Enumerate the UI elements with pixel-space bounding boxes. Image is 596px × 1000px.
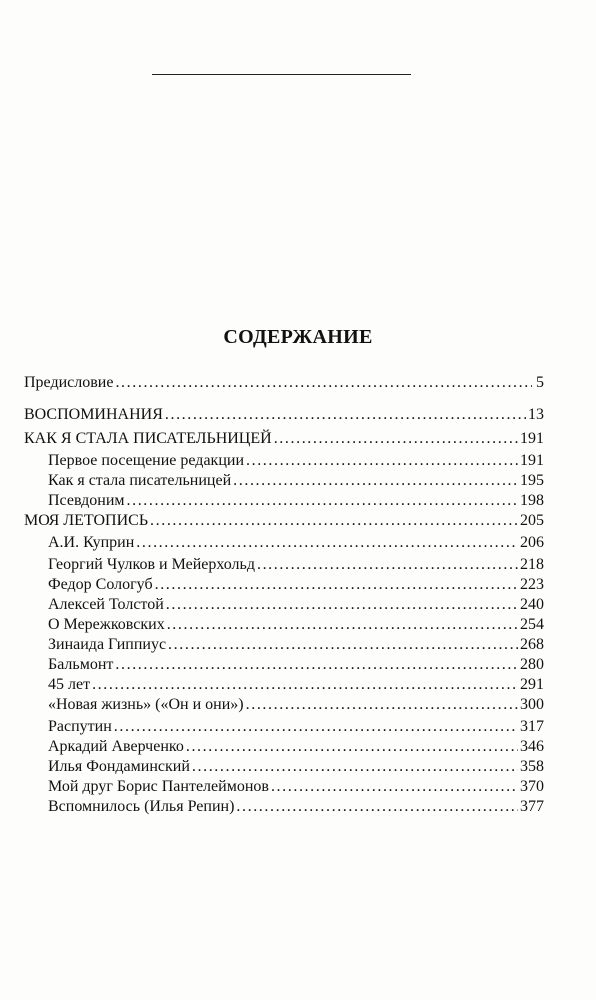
dot-leader <box>274 428 518 450</box>
toc-entry[interactable] <box>24 594 544 616</box>
dot-leader <box>257 554 518 576</box>
toc-entry[interactable] <box>24 470 544 492</box>
toc-entry-page: 223 <box>520 576 544 593</box>
toc-entry[interactable] <box>24 554 544 576</box>
page-title: СОДЕРЖАНИЕ <box>223 326 373 348</box>
dot-leader <box>271 776 518 798</box>
toc-entry[interactable] <box>24 532 544 554</box>
toc-entry-title: Зинаида Гиппиус <box>48 636 167 653</box>
toc-entry-title: Псевдоним <box>48 492 125 509</box>
toc-entry[interactable] <box>24 796 544 818</box>
toc-entry-page: 268 <box>520 636 544 653</box>
dot-leader <box>115 372 532 394</box>
dot-leader <box>246 450 518 472</box>
toc-entry-page: 5 <box>536 374 544 391</box>
toc-entry-title: А.И. Куприн <box>48 534 135 551</box>
toc-entry[interactable] <box>24 404 544 426</box>
dot-leader <box>165 404 526 426</box>
dot-leader <box>114 716 518 738</box>
toc-entry[interactable] <box>24 654 544 676</box>
toc-entry-page: 317 <box>520 718 544 735</box>
toc-entry-page: 13 <box>528 406 544 423</box>
toc-entry-title: Предисловие <box>24 374 114 391</box>
toc-entry-title: «Новая жизнь» («Он и они») <box>48 696 244 713</box>
dot-leader <box>168 634 518 656</box>
toc-entry-title: Федор Сологуб <box>48 576 153 593</box>
toc-entry[interactable] <box>24 634 544 656</box>
toc-entry-title: Распутин <box>48 718 112 735</box>
toc-entry[interactable] <box>24 776 544 798</box>
dot-leader <box>127 490 519 512</box>
toc-entry-page: 191 <box>520 452 544 469</box>
toc-entry-title: КАК Я СТАЛА ПИСАТЕЛЬНИЦЕЙ <box>24 430 272 447</box>
toc-entry-title: 45 лет <box>48 676 91 693</box>
toc-entry-page: 346 <box>520 738 544 755</box>
toc-entry-page: 358 <box>520 758 544 775</box>
toc-entry-title: Как я стала писательницей <box>48 472 232 489</box>
toc-entry-title: Илья Фондаминский <box>48 758 190 775</box>
dot-leader <box>150 510 518 532</box>
dot-leader <box>136 532 518 554</box>
toc-entry-page: 195 <box>520 472 544 489</box>
toc-entry-page: 240 <box>520 596 544 613</box>
toc-entry-page: 370 <box>520 778 544 795</box>
dot-leader <box>246 694 518 716</box>
toc-entry[interactable] <box>24 716 544 738</box>
dot-leader <box>192 756 518 778</box>
toc-entry-title: Первое посещение редакции <box>48 452 244 469</box>
toc-entry-title: Аркадий Аверченко <box>48 738 184 755</box>
toc-entry-page: 191 <box>520 430 544 447</box>
toc-entry[interactable] <box>24 614 544 636</box>
dot-leader <box>236 796 518 818</box>
toc-entry[interactable] <box>24 510 544 532</box>
toc-entry[interactable] <box>24 736 544 758</box>
toc-entry-page: 254 <box>520 616 544 633</box>
toc-entry[interactable] <box>24 450 544 472</box>
toc-entry-page: 377 <box>520 798 544 815</box>
dot-leader <box>115 654 518 676</box>
toc-entry-page: 291 <box>520 676 544 693</box>
dot-leader <box>166 594 518 616</box>
toc-entry-page: 280 <box>520 656 544 673</box>
toc-entry-title: Вспомнилось (Илья Репин) <box>48 798 235 815</box>
dot-leader <box>155 574 518 596</box>
toc-entry-title: Мой друг Борис Пантелеймонов <box>48 778 269 795</box>
toc-entry-title: О Мережковских <box>48 616 165 633</box>
toc-entry-page: 218 <box>520 556 544 573</box>
dot-leader <box>167 614 518 636</box>
top-rule <box>152 74 411 75</box>
toc-entry[interactable] <box>24 756 544 778</box>
dot-leader <box>233 470 518 492</box>
toc-entry-title: МОЯ ЛЕТОПИСЬ <box>24 512 149 529</box>
toc-entry-page: 300 <box>520 696 544 713</box>
toc-entry[interactable] <box>24 574 544 596</box>
toc-entry[interactable] <box>24 428 544 450</box>
toc-entry[interactable] <box>24 674 544 696</box>
toc-entry-page: 198 <box>520 492 544 509</box>
dot-leader <box>186 736 518 758</box>
toc-entry[interactable] <box>24 490 544 512</box>
toc-entry-title: Бальмонт <box>48 656 114 673</box>
toc-entry-title: Алексей Толстой <box>48 596 164 613</box>
toc-entry-page: 205 <box>520 512 544 529</box>
dot-leader <box>92 674 518 696</box>
toc-entry-title: Георгий Чулков и Мейерхольд <box>48 556 255 573</box>
toc-entry-page: 206 <box>520 534 544 551</box>
toc-entry[interactable] <box>24 372 544 394</box>
toc-entry-title: ВОСПОМИНАНИЯ <box>24 406 163 423</box>
toc-entry[interactable] <box>24 694 544 716</box>
